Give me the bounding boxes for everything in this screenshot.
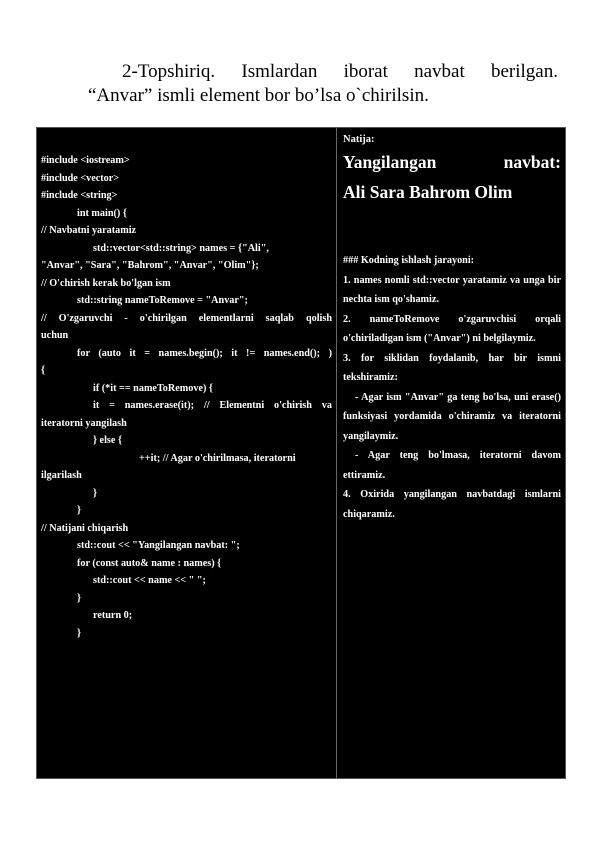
code-line: it = names.erase(it); // Elementni o'chirish va: [93, 400, 332, 411]
explanation-step: 4. Oxirida yangilangan navbatdagi ismlarni chiqaramiz.: [343, 489, 561, 520]
code-line: } else {: [93, 435, 122, 446]
result-output-line-2: Ali Sara Bahrom Olim: [343, 182, 513, 202]
explanation: [343, 251, 561, 524]
code-line: uchun: [41, 330, 69, 341]
code-line: }: [77, 627, 82, 639]
code-line: // O'zgaruvchi - o'chirilgan elementlarni saqlab qolish: [41, 312, 332, 324]
code-line: for (auto it = names.begin(); it != names.end(); ): [77, 347, 332, 359]
task-title-line-2: “Anvar” ismli element bor bo’lsa o`chirilsin.: [88, 85, 429, 106]
task-title: [88, 60, 558, 108]
code-line: ilgarilash: [41, 470, 82, 481]
code-line: "Anvar", "Sara", "Bahrom", "Anvar", "Olim"};: [41, 260, 259, 271]
task-title-line-1: 2-Topshiriq. Ismlardan iborat navbat berilgan.: [122, 61, 558, 82]
code-line: // O'chirish kerak bo'lgan ism: [41, 277, 171, 289]
code-line: }: [77, 592, 82, 604]
code-line: iteratorni yangilash: [41, 417, 127, 429]
code-line: std::cout << "Yangilangan navbat: ";: [77, 540, 240, 551]
code-line: return 0;: [93, 610, 133, 621]
code-line: }: [77, 505, 82, 516]
explanation-step: 1. names nomli std::vector yaratamiz va unga bir nechta ism qo'shamiz.: [343, 274, 561, 305]
result-label: Natija:: [343, 134, 375, 145]
result-output-line-1: Yangilangan navbat:: [343, 152, 561, 172]
explanation-step: - Agar teng bo'lmasa, iteratorni davom ettiramiz.: [343, 450, 561, 481]
explanation-step: - Agar ism "Anvar" ga teng bo'lsa, uni erase() funksiyasi yordamida o'chiramiz va iteratorni yangilaymiz.: [343, 391, 561, 442]
code-line: // Natijani chiqarish: [41, 522, 129, 534]
code-column: [37, 128, 337, 778]
code-line: #include <string>: [41, 190, 118, 201]
code-line: {: [41, 365, 46, 376]
code-line: int main() {: [77, 207, 127, 219]
code-line: std::vector<std::string> names = {"Ali",: [93, 242, 269, 254]
code-line: ++it; // Agar o'chirilmasa, iteratorni: [139, 452, 296, 464]
code-line: #include <iostream>: [41, 155, 130, 166]
result-column: [337, 128, 565, 778]
code-result-table: [36, 127, 566, 779]
code-line: std::string nameToRemove = "Anvar";: [77, 295, 248, 306]
code-line: if (*it == nameToRemove) {: [93, 382, 213, 394]
explanation-heading: ### Kodning ishlash jarayoni:: [343, 255, 475, 266]
explanation-step: 3. for siklidan foydalanib, har bir ismni tekshiramiz:: [343, 352, 561, 383]
code-line: for (const auto& name : names) {: [77, 557, 222, 569]
code-line: }: [93, 487, 98, 499]
explanation-step: 2. nameToRemove o'zgaruvchisi orqali o'chiriladigan ism ("Anvar") ni belgilaymiz.: [343, 313, 561, 344]
code-line: #include <vector>: [41, 172, 120, 184]
code-line: std::cout << name << " ";: [93, 575, 206, 586]
code-line: // Navbatni yaratamiz: [41, 225, 137, 236]
